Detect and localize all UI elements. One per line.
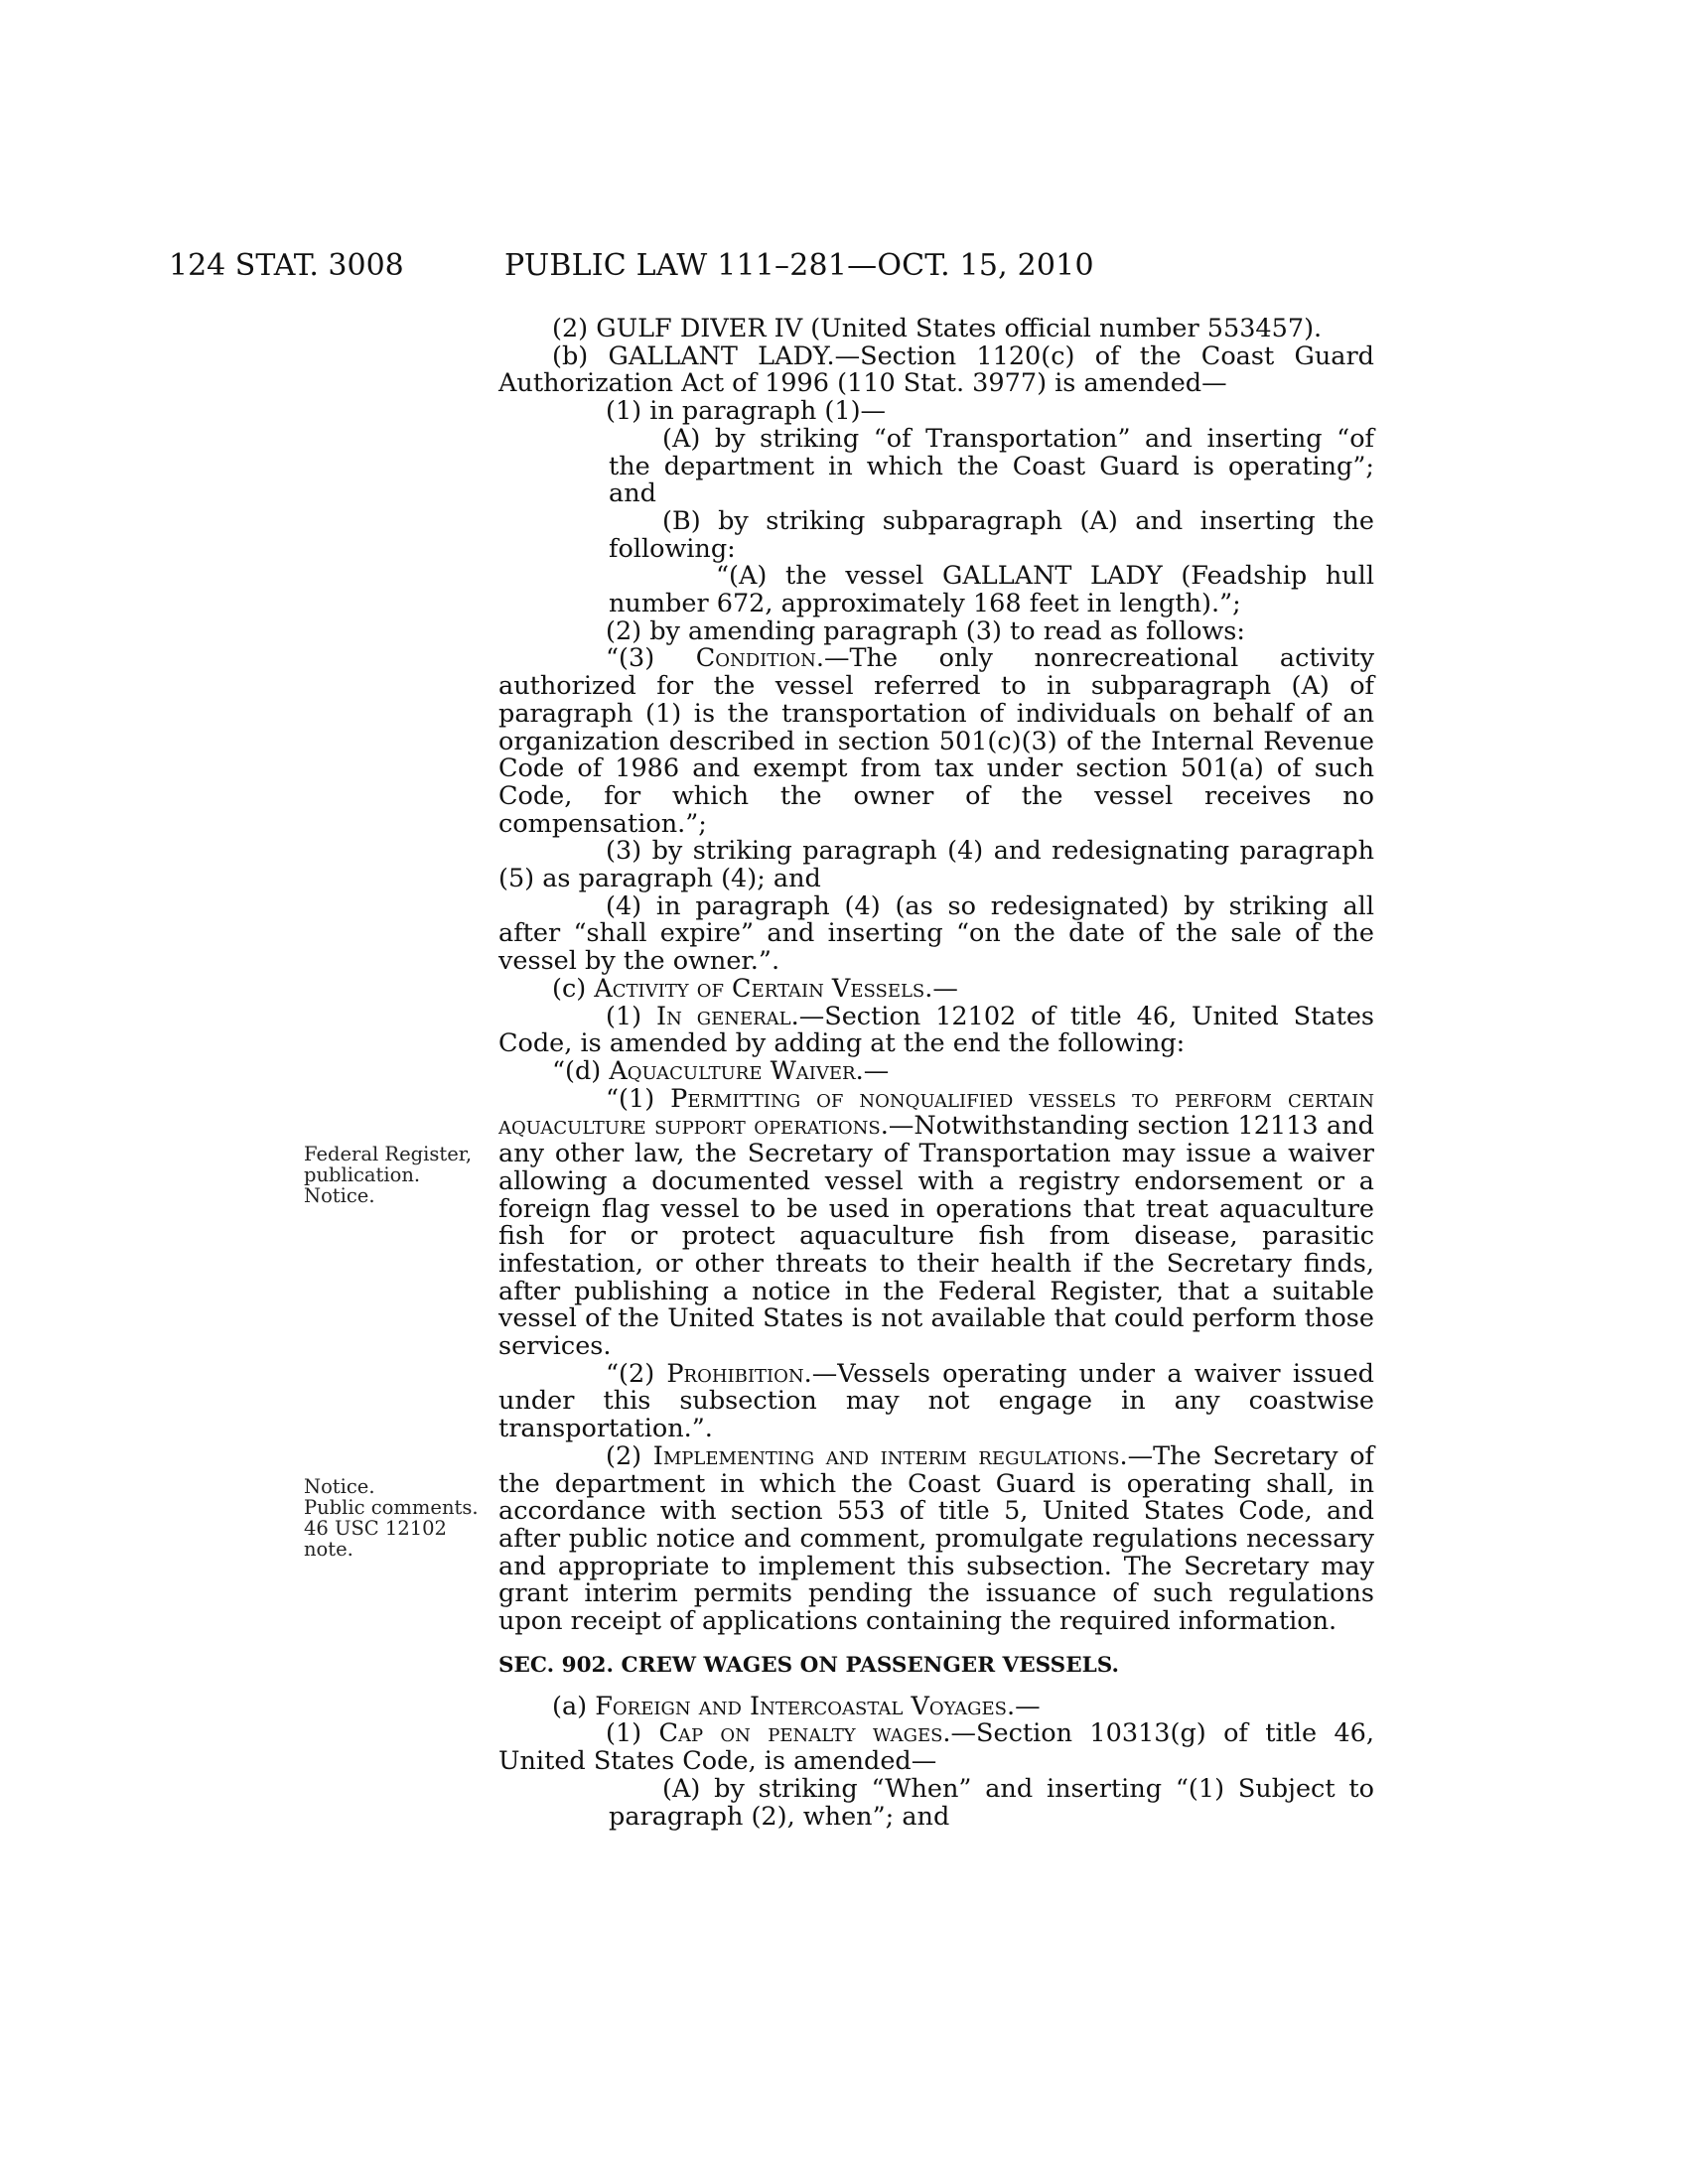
paragraph-in-general	[498, 1001, 1375, 1059]
paragraph-amending-3: (2) by amending paragraph (3) to read as follows:	[606, 615, 1245, 646]
paragraph-text: —	[932, 973, 958, 1004]
paragraph-lead: Permitting of nonqualified vessels to perform certain aquaculture support operations.	[498, 1083, 1375, 1142]
section-heading: SEC. 902. CREW WAGES ON PASSENGER VESSELS.	[498, 1652, 1119, 1678]
paragraph-text: —	[863, 1055, 890, 1086]
paragraph-lead: Implementing and interim regulations.	[652, 1440, 1128, 1471]
quoted-prohibition	[498, 1358, 1375, 1444]
quoted-aquaculture-waiver	[498, 1055, 1374, 1086]
paragraph-shall-expire: (4) in paragraph (4) (as so redesignated) by striking all after “shall expire” and inserting “on the date of the sale of the vessel by the owner.”.	[498, 890, 1374, 977]
paragraph-number: (c)	[552, 973, 595, 1004]
paragraph-foreign-voyages	[498, 1691, 1374, 1721]
paragraph-number: “(1)	[606, 1083, 671, 1114]
paragraph-in-paragraph-1: (1) in paragraph (1)—	[606, 396, 887, 427]
paragraph-lead: In general.	[656, 1001, 799, 1031]
paragraph-lead: Foreign and Intercoastal Voyages.	[595, 1691, 1016, 1721]
paragraph-lead: Cap on penalty wages.	[658, 1718, 951, 1749]
margin-note-federal-register	[304, 1144, 492, 1206]
subparagraph-a-striking: (A) by striking “of Transportation” and inserting “of the department in which the Coast Guard is operating”; and	[609, 423, 1374, 509]
paragraph-text: Section 1120(c) of the Coast Guard Authorization Act of 1996 (110 Stat. 3977) is amended—	[498, 341, 1374, 399]
paragraph-lead: Prohibition.	[666, 1358, 812, 1389]
paragraph-text: —Section 12102 of title 46, United States Code, is amended by adding at the end the following:	[498, 1001, 1375, 1059]
paragraph-number: “(d)	[552, 1055, 610, 1086]
quoted-permitting-vessels	[498, 1083, 1375, 1362]
paragraph-number: (a)	[552, 1691, 596, 1721]
stat-reference: 124 STAT. 3008	[169, 248, 404, 283]
paragraph-text: —Vessels operating under a waiver issued under this subsection may not engage in any coastwise transportation.”.	[498, 1358, 1375, 1444]
page-header	[169, 246, 1370, 286]
paragraph-number: “(2)	[606, 1358, 667, 1389]
paragraph-number: (1)	[606, 1001, 657, 1031]
paragraph-number: (2)	[606, 1440, 653, 1471]
subparagraph-a-when: (A) by striking “When” and inserting “(1) Subject to paragraph (2), when”; and	[609, 1773, 1374, 1832]
paragraph-text: —Section 10313(g) of title 46, United States Code, is amended—	[498, 1718, 1374, 1777]
paragraph-text: —	[1015, 1691, 1041, 1721]
paragraph-text: —The Secretary of the department in which the Coast Guard is operating shall, in accordance with section 553 of title 5, United States Code, and after public notice and comment, promulgate regulations necessary and appropriate to implement this subsection. The Secretary may grant interim permits pending the issuance of such regulations upon receipt of applications containing the required information.	[498, 1440, 1374, 1637]
statute-body	[498, 316, 1374, 1831]
paragraph-lead: Activity of Certain Vessels.	[594, 973, 933, 1004]
paragraph-gallant-lady	[498, 343, 1374, 398]
margin-note-line: Notice.	[304, 1184, 375, 1207]
margin-note-public-comments	[304, 1476, 492, 1560]
paragraph-gulf-diver: (2) GULF DIVER IV (United States official number 553457).	[552, 314, 1323, 343]
subparagraph-b-striking: (B) by striking subparagraph (A) and inserting the following:	[609, 505, 1374, 564]
paragraph-implementing-regulations	[498, 1440, 1374, 1637]
margin-note-line: 46 USC 12102	[304, 1517, 447, 1540]
paragraph-striking-4: (3) by striking paragraph (4) and redesignating paragraph (5) as paragraph (4); and	[498, 836, 1374, 894]
paragraph-text: —Notwithstanding section 12113 and any other law, the Secretary of Transportation may issue a waiver allowing a documented vessel with a registry endorsement or a foreign flag vessel to be used in operations that treat aquaculture fish for or protect aquaculture fish from disease, parasitic infestation, or other threats to their health if the Secretary finds, after publishing a notice in the Federal Register, that a suitable vessel of the United States is not available that could perform those services.	[498, 1111, 1374, 1362]
public-law-title: PUBLIC LAW 111–281—OCT. 15, 2010	[504, 248, 1094, 283]
paragraph-lead: Condition.	[695, 643, 825, 674]
margin-note-line: publication.	[304, 1163, 421, 1186]
paragraph-text: —The only nonrecreational activity authorized for the vessel referred to in subparagraph (A) of paragraph (1) is the transportation of individuals on behalf of an organization described in section 501(c)(3) of the Internal Revenue Code of 1986 and exempt from tax under section 501(a) of such Code, for which the owner of the vessel receives no compensation.”;	[498, 643, 1374, 839]
paragraph-number: “(3)	[606, 643, 696, 674]
paragraph-number: (1)	[606, 1718, 659, 1749]
margin-note-line: Public comments.	[304, 1496, 479, 1519]
quoted-condition	[498, 645, 1374, 838]
margin-note-line: Federal Register,	[304, 1143, 473, 1165]
margin-note-line: Notice.	[304, 1475, 375, 1498]
quoted-vessel-definition: “(A) the vessel GALLANT LADY (Feadship hull number 672, approximately 168 feet in length).”;	[609, 561, 1374, 619]
paragraph-lead: (b) GALLANT LADY.—	[552, 341, 861, 371]
paragraph-cap-on-penalty-wages	[498, 1720, 1374, 1775]
margin-note-line: note.	[304, 1538, 353, 1561]
paragraph-lead: Aquaculture Waiver.	[609, 1055, 864, 1086]
paragraph-activity-of-vessels	[498, 973, 1374, 1004]
